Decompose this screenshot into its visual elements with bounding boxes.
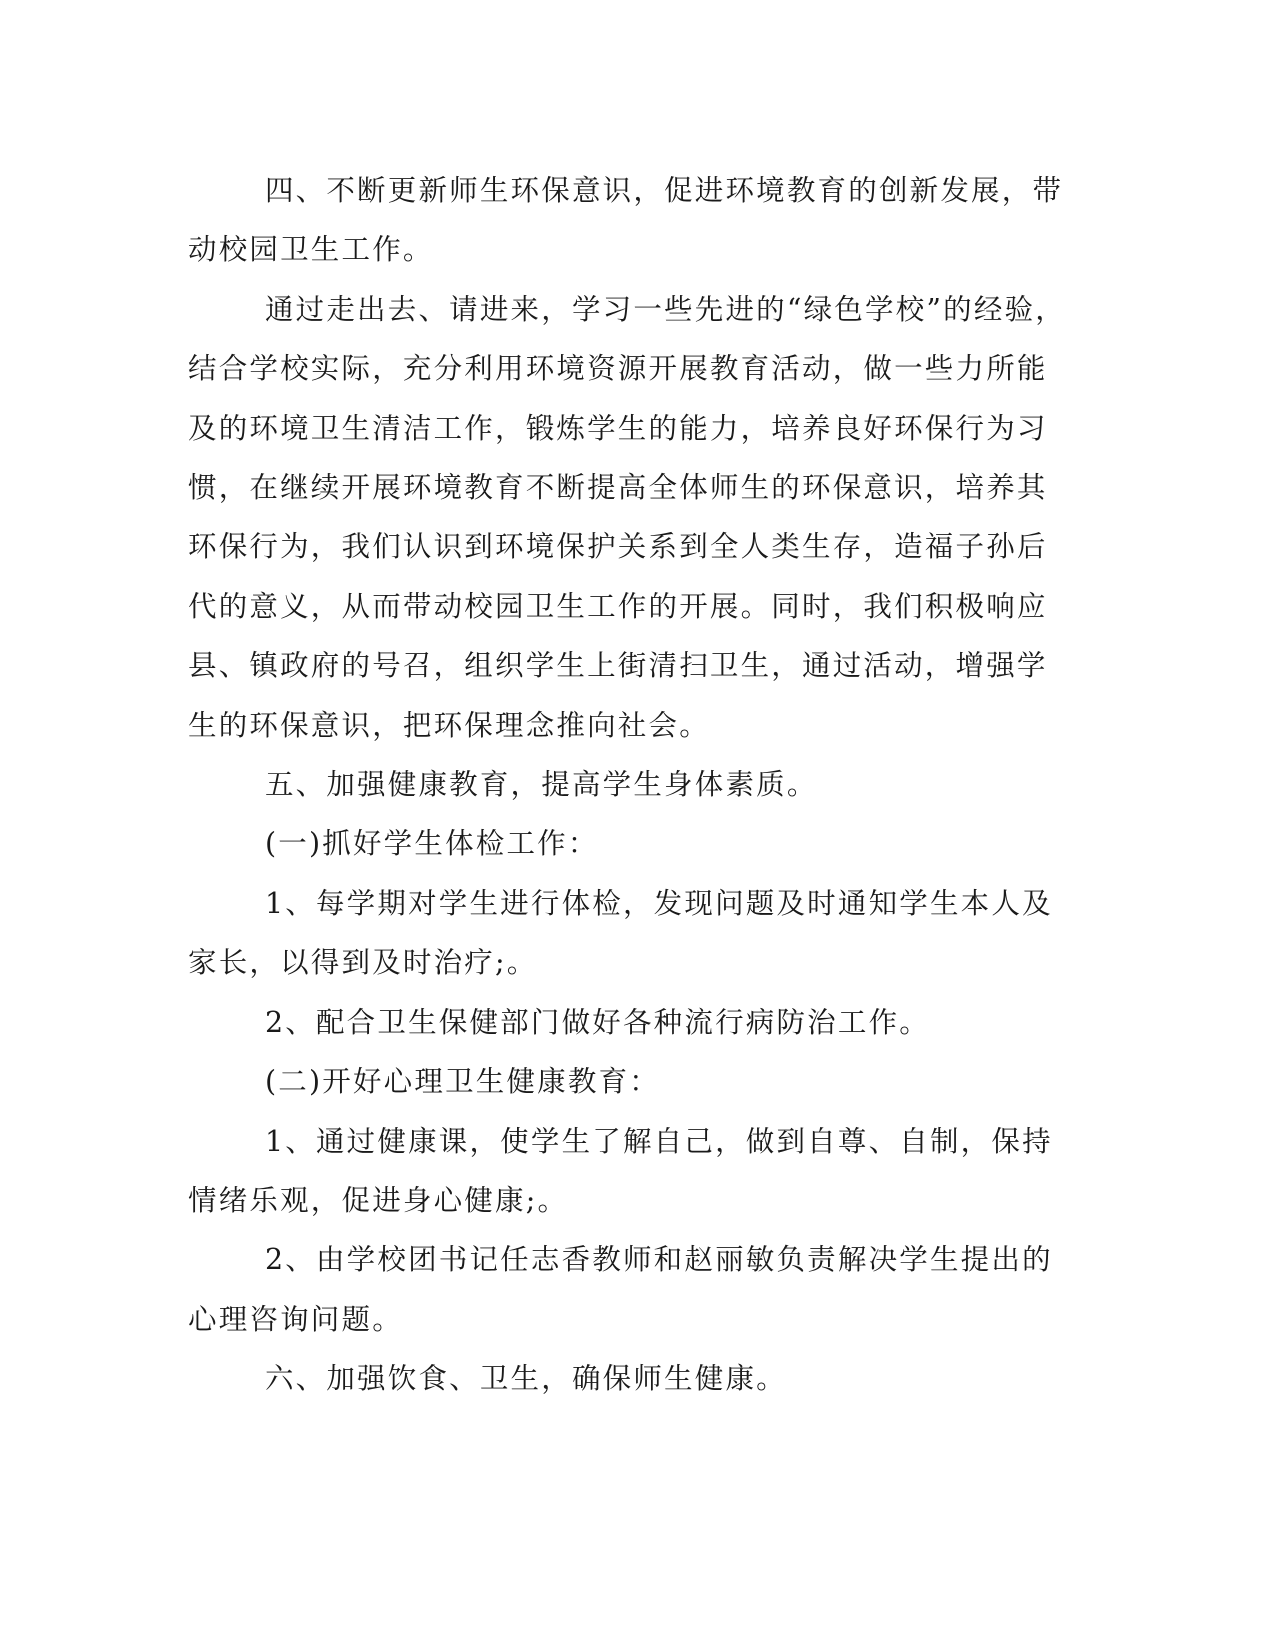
document-body	[188, 161, 1068, 1409]
paragraph-section-four-heading: 四、不断更新师生环保意识，促进环境教育的创新发展，带动校园卫生工作。	[188, 174, 1064, 267]
paragraph-mental-item-2: 2、由学校团书记任志香教师和赵丽敏负责解决学生提出的心理咨询问题。	[188, 1243, 1053, 1336]
paragraph-subsection-one-heading: (一)抓好学生体检工作：	[264, 827, 599, 861]
paragraph-checkup-item-1: 1、每学期对学生进行体检，发现问题及时通知学生本人及家长，以得到及时治疗;。	[188, 886, 1053, 980]
paragraph-section-five-heading: 五、加强健康教育，提高学生身体素质。	[264, 768, 818, 802]
paragraph-green-school: 通过走出去、请进来，学习一些先进的“绿色学校”的经验，结合学校实际，充分利用环境资源开展教育活动，做一些力所能及的环境卫生清洁工作，锻炼学生的能力，培养良好环保行为习惯，在继续开展环境教育不断提高全体师生的环保意识，培养其环保行为，我们认识到环境保护关系到全人类生存，造福子孙后代的意义，从而带动校园卫生工作的开展。同时，我们积极响应县、镇政府的号召，组织学生上街清扫卫生，通过活动，增强学生的环保意识，把环保理念推向社会。	[188, 292, 1066, 742]
paragraph-section-six-heading: 六、加强饮食、卫生，确保师生健康。	[264, 1362, 787, 1396]
paragraph-subsection-two-heading: (二)开好心理卫生健康教育：	[264, 1065, 660, 1099]
paragraph-mental-item-1: 1、通过健康课，使学生了解自己，做到自尊、自制，保持情绪乐观，促进身心健康;。	[188, 1124, 1053, 1217]
paragraph-checkup-item-2: 2、配合卫生保健部门做好各种流行病防治工作。	[264, 1005, 930, 1039]
